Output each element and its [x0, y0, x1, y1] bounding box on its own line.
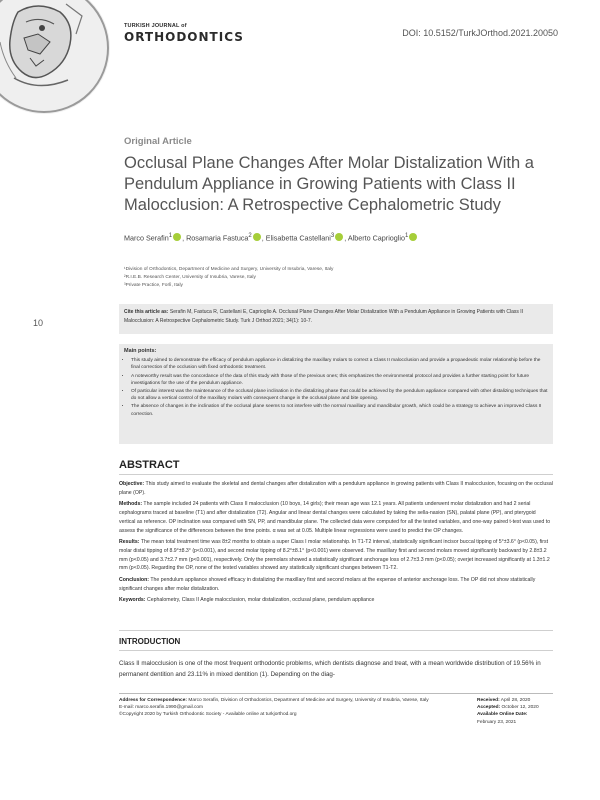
footer-label: Address for Correspondence:	[119, 698, 187, 703]
author-list: Marco Serafin$^1$ , Rosamaria Fastuca$^2$ , Elisabetta Castellani$^3$ , Alberto Caprioglio$^1$	[124, 233, 418, 242]
footer-text: Marco Serafin, Division of Orthodontics, Department of Medicine and Surgery, University of Insubria, Varese, Italy	[188, 698, 429, 703]
online-date	[477, 711, 557, 725]
section-text: The mean total treatment time was 8±2 months to obtain a super Class I molar relationship. In T1-T2 interval, statistically significant incisor buccal tipping of 5°±3.6° (p<0.05), first molar distal tipping of 8.9°±8.3° (p<0.001), and second molar tipping of 8.2°±8.1° (p<0.001) were observed. The maxillary first and second molars moved significantly backward by 2.8±3.2 mm (p<0.05) and 3.7±2.7 mm (p<0.001), respectively. Only the premolars showed a statistically significant anchorage loss of 2.7±3.3 mm (p<0.05); overjet increased significantly at 1.3±1.2 mm (p<0.05). Regarding the OP, none of the tested variables showed any statistically significant changes between T1-T2.	[119, 539, 550, 572]
correspondence-address	[119, 697, 459, 704]
author-name: Alberto Caprioglio	[347, 233, 405, 243]
introduction-text: Class II malocclusion is one of the most frequent orthodontic problems, which dentists diagnose and treat, with a mean worldwide distribution of 19.56% in permanent dentition and 23.11% in mixed dentition (1). Depending on the diag-	[119, 660, 541, 678]
divider	[119, 630, 553, 631]
footer-label: Accepted:	[477, 705, 501, 711]
author-name: Marco Serafin	[124, 233, 169, 243]
author-affiliation-mark: 2	[248, 233, 252, 239]
footer-label: Received:	[477, 698, 500, 703]
affiliation-line: ²R.I.E.B. Research Center, University of Insubria, Varese, Italy	[124, 275, 256, 280]
author-affiliation-mark: 1	[168, 233, 173, 239]
introduction-heading: INTRODUCTION	[119, 637, 181, 646]
author-name: Rosamaria Fastuca	[186, 233, 249, 243]
article-type: Original Article	[124, 136, 192, 147]
author-affiliation-mark: 1	[404, 233, 409, 239]
section-text: The sample included 24 patients with Class II malocclusion (10 boys, 14 girls); their mean age was 12.1 years. All patients underwent molar distalization and had 2 serial cephalograms traced at baseline (T1) and after distalization (T2). Angular and linear dental changes were calculated by taking the sella-nasion (SN), palatal plane (PP), and pterygoid vertical as reference. OP inclination was compared with SN, PP, and mandibular plane. The collected data were computed for all the tested variables, and one-way paired t-test was used to assess the significance of the differences between the time points. α was set at 0.05. Multiple linear regressions were used to predict the OP changes.	[119, 501, 551, 534]
citation-box	[119, 304, 553, 334]
divider	[119, 650, 553, 651]
abstract-heading: ABSTRACT	[119, 459, 180, 471]
orcid-icon[interactable]	[409, 233, 417, 241]
abstract-body	[119, 480, 553, 608]
accepted-date	[477, 704, 557, 711]
journal-logo	[0, 0, 110, 114]
abstract-keywords	[119, 596, 553, 605]
pottery-figure-illustration	[0, 0, 110, 114]
section-label: Methods:	[119, 501, 143, 508]
section-label: Results:	[119, 539, 140, 546]
correspondence-block	[119, 697, 459, 719]
section-text: Cephalometry, Class II Angle malocclusion, molar distalization, occlusal plane, pendulum appliance	[146, 597, 375, 604]
main-point-item: • The absence of changes in the inclination of the occlusal plane seems to not interfere with the normal maxillary and mandibular growth, which could be a strategy to achieve an improved Class II correction.	[131, 403, 548, 417]
doi-label: DOI: 10.5152/TurkJOrthod.2021.20050	[402, 28, 558, 38]
orcid-icon[interactable]	[173, 233, 181, 241]
section-text: The pendulum appliance showed efficacy in distalizing the maxillary first and second molars at the expense of anterior anchorage loss. The OP did not show statistically significant changes after molar distalization.	[119, 577, 536, 592]
copyright: ©Copyright 2020 by Turkish Orthodontic Society - Available online at turkjorthod.org	[119, 712, 297, 718]
abstract-methods	[119, 500, 553, 535]
main-points-box	[119, 344, 553, 444]
divider	[119, 474, 553, 475]
main-point-item: • Of particular interest was the maintenance of the occlusal plane inclination in the distalizing phase that could be achieved by the pendulum appliance compared with other distalizing techniques that do not allow a vertical control of the maxillary molars with consequent change in the occlusal plane and bite opening.	[131, 388, 548, 402]
abstract-results	[119, 538, 553, 573]
article-title: Occlusal Plane Changes After Molar Distalization With a Pendulum Appliance in Growing Patients with Class II Malocclusion: A Retrospective Cephalometric Study	[124, 154, 534, 214]
footer-label: Available Online Date:	[477, 712, 528, 718]
page-number: 10	[33, 318, 44, 328]
affiliation-line: ³Private Practice, Forlì, Italy	[124, 283, 183, 288]
abstract-objective	[119, 480, 553, 497]
orcid-icon[interactable]	[253, 233, 261, 241]
main-points-list	[124, 357, 548, 418]
abstract-conclusion	[119, 576, 553, 593]
section-label: Keywords:	[119, 597, 146, 604]
main-point-item: • This study aimed to demonstrate the efficacy of pendulum appliance in distalizing the maxillary molars to correct a Class II malocclusion and provide a propaedeutic molar relationship before the final correction of the occlusion with fixed orthodontic treatment.	[131, 357, 548, 371]
orcid-icon[interactable]	[335, 233, 343, 241]
footer-text: April 28, 2020	[500, 698, 531, 703]
footer-divider	[119, 693, 553, 694]
section-label: Conclusion:	[119, 577, 149, 584]
section-label: Objective:	[119, 481, 145, 487]
journal-name: ORTHODONTICS	[124, 30, 244, 44]
dates-block	[477, 697, 557, 726]
citation-text: Serafin M, Fastuca R, Castellani E, Caprioglio A. Occlusal Plane Changes After Molar Distalization With a Pendulum Appliance in Growing Patients with Class II Malocclusion: A Retrospective Cephalometric Study. Turk J Orthod 2021; 34(1): 10-7.	[124, 309, 524, 324]
main-point-item: • A noteworthy result was the concordance of the data of this study with those of the previous ones; this emphasizes the environmental protocol and provides a further starting point for future investigations for the use of the pendulum appliance.	[131, 373, 548, 387]
affiliations	[124, 266, 333, 290]
main-points-title: Main points:	[124, 348, 157, 354]
received-date	[477, 697, 557, 704]
citation-label: Cite this article as:	[124, 309, 169, 315]
section-text: This study aimed to evaluate the skeletal and dental changes after distalization with a pendulum appliance in growing patients with Class II malocclusion, focusing on the occlusal plane (OP).	[119, 481, 553, 496]
author-affiliation-mark: 3	[330, 233, 335, 239]
footer-text: February 23, 2021	[477, 719, 517, 725]
affiliation-line: ¹Division of Orthodontics, Department of Medicine and Surgery, University of Insubria, Varese, Italy	[124, 267, 334, 272]
correspondence-email[interactable]: E-mail: marco.serafin.1990@gmail.com	[119, 705, 204, 711]
journal-name-small: TURKISH JOURNAL of	[124, 23, 187, 29]
footer-text: October 12, 2020	[501, 705, 539, 711]
author-name: Elisabetta Castellani	[265, 233, 331, 243]
